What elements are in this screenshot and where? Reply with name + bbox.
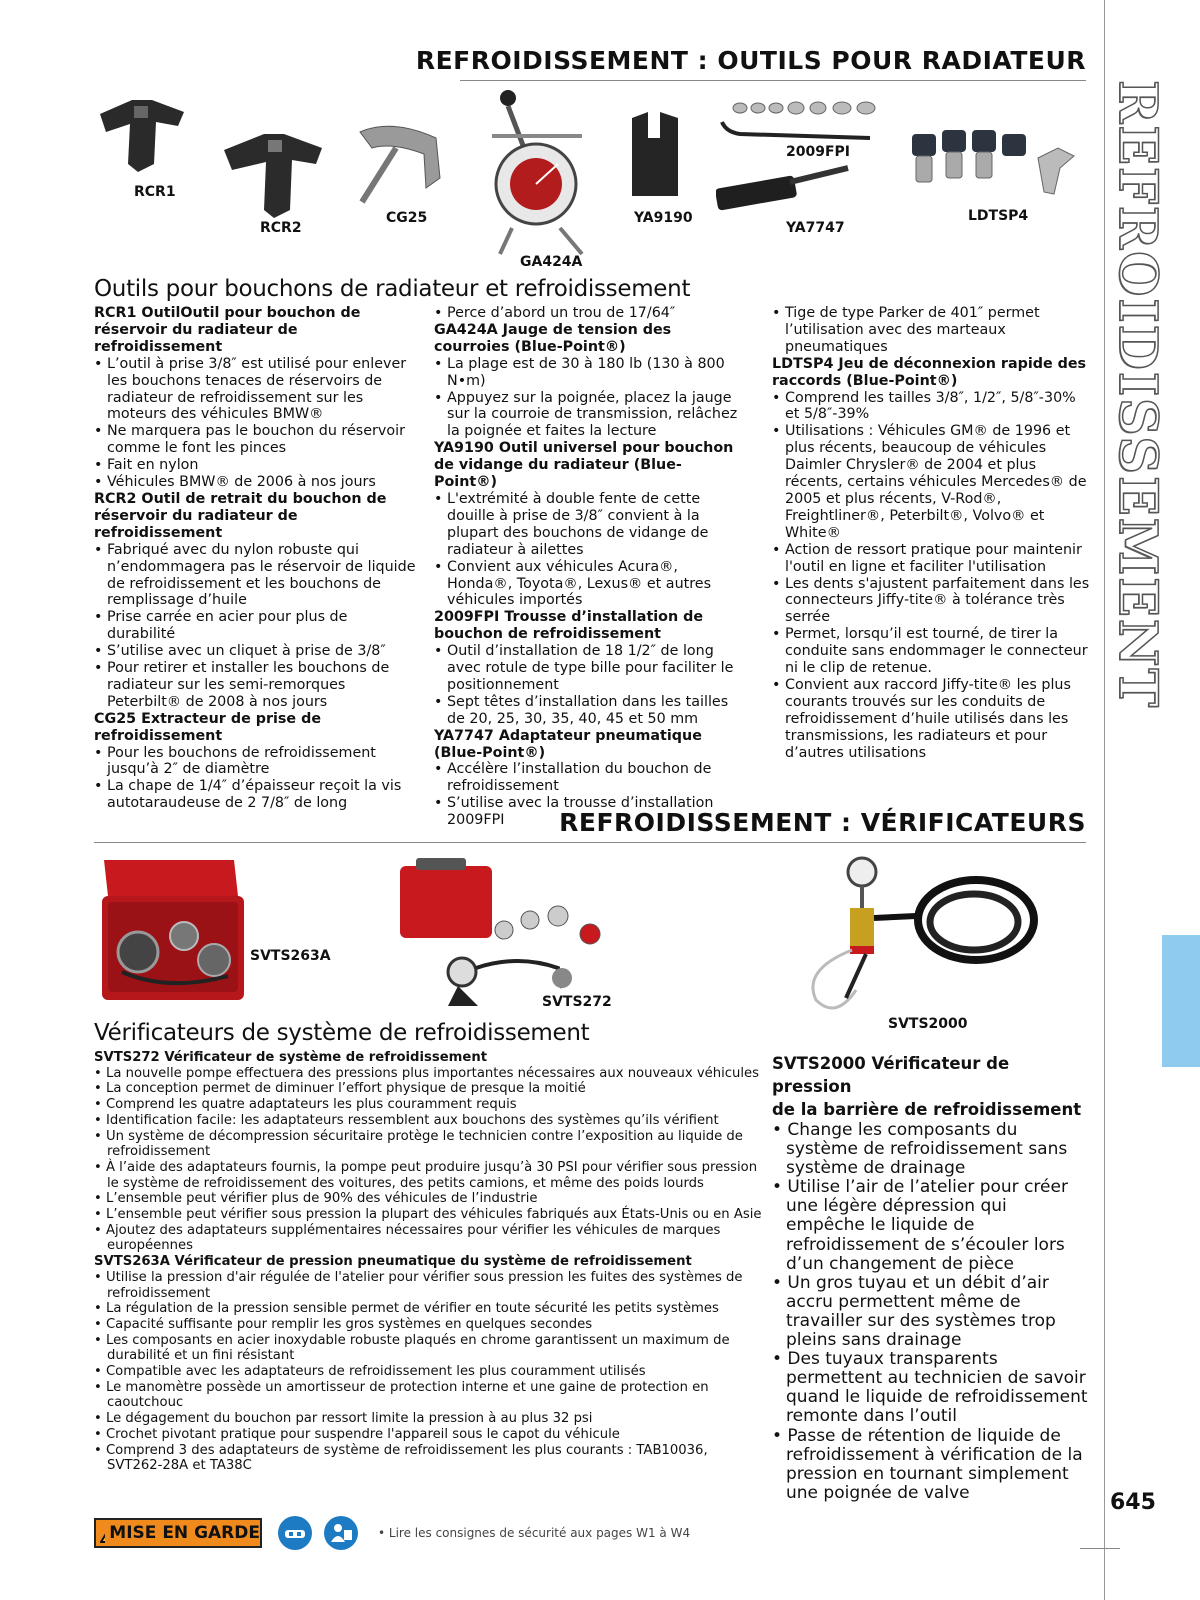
list-item: • Pour retirer et installer les bouchons de radiateur sur les semi-remorques Peterbilt® de 2008 à nos jours <box>94 660 390 710</box>
label-cg25: CG25 <box>386 210 428 226</box>
side-tab-divider <box>1104 0 1105 1600</box>
svts2000-heading-2: de la barrière de refroidissement <box>772 1100 1082 1119</box>
list-item: • S’utilise avec la trousse d’installation 2009FPI <box>434 795 714 829</box>
list-item: • Crochet pivotant pratique pour suspendre l'appareil sous le capot du véhicule <box>94 1426 620 1442</box>
list-item: • Outil d’installation de 18 1/2″ de long avec rotule de type bille pour faciliter le positionnement <box>434 643 734 693</box>
list-item: • Action de ressort pratique pour maintenir l'outil en ligne et faciliter l'utilisation <box>772 541 1082 575</box>
svts263a-image <box>98 856 248 1006</box>
list-item: • Les dents s'ajustent parfaitement dans les connecteurs Jiffy-tite® à tolérance très serrée <box>772 575 1090 626</box>
svts263a-heading: SVTS263A Vérificateur de pression pneumatique du système de refroidissement <box>94 1254 692 1270</box>
list-item: • Un gros tuyau et un débit d’air accru permettent même de travailler sur des systèmes trop pleins sans drainage <box>772 1272 1056 1351</box>
ga424a-heading: GA424A Jauge de tension des courroies (Blue-Point®) <box>434 321 672 355</box>
list-item: • L'extrémité à double fente de cette douille à prise de 3/8″ convient à la plupart des bouchons de vidange de radiateur à ailettes <box>434 490 709 558</box>
list-item: • Utilise la pression d'air régulée de l'atelier pour vérifier sous pression les fuites des systèmes de refroidissement <box>94 1269 743 1301</box>
rcr1-image <box>92 92 192 182</box>
svts272-image <box>398 858 618 1008</box>
safety-footnote: • Lire les consignes de sécurité aux pages W1 à W4 <box>378 1526 691 1540</box>
read-manual-icon <box>324 1516 358 1550</box>
section-color-tab <box>1162 935 1200 1067</box>
list-item: • Utilisations : Véhicules GM® de 1996 et plus récents, beaucoup de véhicules Daimler Chrysler® de 2004 et plus récents, certains véhicules Mercedes® de 2005 et plus récents, V-Rod®, Freightliner®, Peterbilt®, Volvo® et White® <box>772 423 1087 541</box>
label-svts272: SVTS272 <box>542 994 612 1010</box>
list-item: • Comprend les quatre adaptateurs les plus couramment requis <box>94 1097 517 1113</box>
list-item: • Prise carrée en acier pour plus de durabilité <box>94 609 348 643</box>
list-item: • Change les composants du système de refroidissement sans système de drainage <box>772 1120 1068 1179</box>
page-number: 645 <box>1110 1490 1156 1515</box>
list-item: • Accélère l’installation du bouchon de refroidissement <box>434 761 712 795</box>
list-item: • Fabriqué avec du nylon robuste qui n’endommagera pas le réservoir de liquide de refroidissement et les bouchons de remplissage d’huile <box>94 541 416 609</box>
ya7747-image <box>716 160 856 222</box>
list-item: • L’ensemble peut vérifier plus de 90% des véhicules de l’industrie <box>94 1191 538 1207</box>
ldtsp4-image <box>908 128 1078 198</box>
warning-triangle-icon <box>100 1522 105 1544</box>
eye-protection-icon <box>278 1516 312 1550</box>
list-item: • Compatible avec les adaptateurs de refroidissement les plus couramment utilisés <box>94 1364 646 1380</box>
list-item: • La régulation de la pression sensible permet de vérifier en toute sécurité les petits systèmes <box>94 1301 719 1317</box>
column-4 <box>94 1050 766 1474</box>
column-3 <box>772 305 1090 761</box>
list-item: • Appuyez sur la poignée, placez la jauge sur la courroie de transmission, relâchez la poignée et faites la lecture <box>434 389 738 440</box>
cg25-image <box>352 118 452 210</box>
list-item: • Identification facile: les adaptateurs ressemblent aux bouchons des systèmes qu’ils vérifient <box>94 1112 719 1128</box>
list-item: • La plage est de 30 à 180 lb (130 à 800 N•m) <box>434 355 725 389</box>
list-item: • Permet, lorsqu’il est tourné, de tirer la conduite sans endommager le connecteur ni le clip de retenue. <box>772 626 1088 677</box>
list-item: • L’ensemble peut vérifier sous pression la plupart des véhicules fabriqués aux États-Unis ou en Asie <box>94 1207 762 1223</box>
list-item: • Pour les bouchons de refroidissement jusqu’à 2″ de diamètre <box>94 744 376 778</box>
list-item: • Convient aux véhicules Acura®, Honda®, Toyota®, Lexus® et autres véhicules importés <box>434 558 712 609</box>
list-item: • Des tuyaux transparents permettent au technicien de savoir quand le liquide de refroidissement remonte dans l’outil <box>772 1349 1088 1427</box>
list-item: • L’outil à prise 3/8″ est utilisé pour enlever les bouchons tenaces de réservoirs de radiateur de refroidissement sur les moteurs des véhicules BMW® <box>94 355 407 423</box>
list-item: • Le manomètre possède un amortisseur de protection interne et une gaine de protection en caoutchouc <box>94 1379 709 1411</box>
column-5 <box>772 1052 1090 1503</box>
list-item: • Convient aux raccord Jiffy-tite® les plus courants trouvés sur les conduits de refroidissement d’huile utilisés dans les transmissions, les radiateurs et pour d’autres utilisations <box>772 676 1071 761</box>
label-svts263a: SVTS263A <box>250 948 331 964</box>
list-item: • La nouvelle pompe effectuera des pressions plus importantes nécessaires aux nouveaux véhicules <box>94 1065 760 1081</box>
ya9190-image <box>626 108 686 204</box>
label-ya9190: YA9190 <box>634 210 693 226</box>
label-ya7747: YA7747 <box>786 220 845 236</box>
list-item: • Les composants en acier inoxydable robuste plaqués en chrome garantissent un maximum de durabilité et un fini résistant <box>94 1332 730 1364</box>
ya9190-heading: YA9190 Outil universel pour bouchon de vidange du radiateur (Blue-Point®) <box>434 440 734 491</box>
svts2000-image <box>806 850 1046 1020</box>
list-item: • Perce d’abord un trou de 17/64″ <box>434 305 676 321</box>
cg25-heading: CG25 Extracteur de prise de refroidissement <box>94 710 322 744</box>
rcr2-image <box>218 124 328 224</box>
svts2000-heading-1: SVTS2000 Vérificateur de pression <box>772 1054 1010 1096</box>
label-svts2000: SVTS2000 <box>888 1016 968 1032</box>
section-title-cooling-testers: Vérificateurs de système de refroidissement <box>94 1020 590 1046</box>
list-item: • Utilise l’air de l’atelier pour créer une légère dépression qui empêche le liquide de refroidissement de s’écouler lors d’un changement de pièce <box>772 1177 1068 1274</box>
ldtsp4-heading: LDTSP4 Jeu de déconnexion rapide des raccords (Blue-Point®) <box>772 355 1087 389</box>
ya7747-heading: YA7747 Adaptateur pneumatique (Blue-Point®) <box>434 727 702 761</box>
list-item: • Ajoutez des adaptateurs supplémentaires nécessaires pour vérifier les véhicules de marques européennes <box>94 1222 721 1254</box>
column-2 <box>434 305 744 829</box>
section-header-testers: REFROIDISSEMENT : VÉRIFICATEURS <box>559 808 1086 837</box>
rcr2-heading: RCR2 Outil de retrait du bouchon de réservoir du radiateur de refroidissement <box>94 490 387 541</box>
label-rcr2: RCR2 <box>260 220 302 236</box>
label-rcr1: RCR1 <box>134 184 176 200</box>
list-item: • Ne marquera pas le bouchon du réservoir comme le font les pinces <box>94 423 405 457</box>
list-item: • La chape de 1/4″ d’épaisseur reçoit la vis autotaraudeuse de 2 7/8″ de long <box>94 778 402 812</box>
list-item: • La conception permet de diminuer l’effort physique de presque la moitié <box>94 1081 586 1097</box>
2009fpi-heading: 2009FPI Trousse d’installation de bouchon de refroidissement <box>434 609 704 643</box>
list-item: • Fait en nylon <box>94 457 199 474</box>
rcr1-heading: RCR1 OutilOutil pour bouchon de réservoir du radiateur de refroidissement <box>94 305 361 355</box>
section-header-radiator-tools: REFROIDISSEMENT : OUTILS POUR RADIATEUR <box>415 46 1086 75</box>
list-item: • Comprend les tailles 3/8″, 1/2″, 5/8″-30% et 5/8″-39% <box>772 389 1076 423</box>
column-1 <box>94 305 416 812</box>
svts272-heading: SVTS272 Vérificateur de système de refroidissement <box>94 1050 488 1065</box>
label-2009fpi: 2009FPI <box>786 144 850 160</box>
warning-label: MISE EN GARDE <box>109 1523 260 1543</box>
list-item: • Sept têtes d’installation dans les tailles de 20, 25, 30, 35, 40, 45 et 50 mm <box>434 693 729 727</box>
side-tab-label: REFROIDISSEMENT <box>1107 80 1168 710</box>
label-ldtsp4: LDTSP4 <box>968 208 1029 224</box>
ga424a-image <box>472 88 602 258</box>
section-title-radiator-caps: Outils pour bouchons de radiateur et refroidissement <box>94 276 691 302</box>
list-item: • À l’aide des adaptateurs fournis, la pompe peut produire jusqu’à 30 PSI pour vérifier sous pression le système de refroidissement des voitures, des petits camions, et même des poids lourds <box>94 1159 758 1191</box>
list-item: • Tige de type Parker de 401″ permet l’utilisation avec des marteaux pneumatiques <box>772 305 1040 355</box>
warning-banner <box>94 1518 262 1548</box>
page-number-rule <box>1080 1548 1120 1549</box>
header-rule <box>460 80 1086 81</box>
header-rule <box>94 842 1086 843</box>
list-item: • Le dégagement du bouchon par ressort limite la pression à au plus 32 psi <box>94 1411 593 1427</box>
list-item: • Véhicules BMW® de 2006 à nos jours <box>94 474 376 491</box>
list-item: • Comprend 3 des adaptateurs de système de refroidissement les plus courants : TAB10036, SVT262-28A et TA38C <box>94 1442 708 1474</box>
list-item: • S’utilise avec un cliquet à prise de 3/8″ <box>94 643 386 660</box>
list-item: • Un système de décompression sécuritaire protège le technicien contre l’exposition au liquide de refroidissement <box>94 1128 743 1160</box>
label-ga424a: GA424A <box>520 254 583 270</box>
list-item: • Capacité suffisante pour remplir les gros systèmes en quelques secondes <box>94 1316 593 1332</box>
list-item: • Passe de rétention de liquide de refroidissement à vérification de la pression en tournant simplement une poignée de valve <box>772 1425 1083 1503</box>
